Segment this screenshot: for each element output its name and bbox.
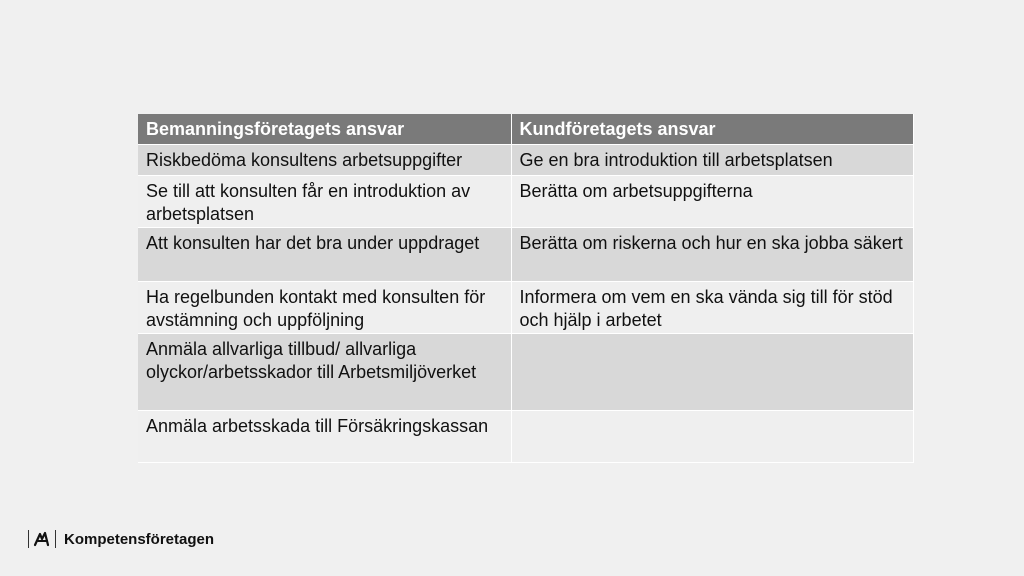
- table-row: [138, 411, 913, 463]
- table-cell: Se till att konsulten får en introduktion av arbetsplatsen: [138, 176, 511, 228]
- table-cell: Ge en bra introduktion till arbetsplatsen: [511, 145, 913, 176]
- table-cell: Anmäla arbetsskada till Försäkringskassan: [138, 411, 511, 463]
- table-header-row: [138, 114, 913, 145]
- footer-brand: [24, 528, 214, 550]
- table-cell: [511, 334, 913, 411]
- responsibility-table: [138, 114, 914, 463]
- table-cell: [511, 411, 913, 463]
- divider: [28, 530, 29, 548]
- table-row: [138, 145, 913, 176]
- header-staffing-company: Bemanningsföretagets ansvar: [138, 114, 511, 145]
- table-cell: Ha regelbunden kontakt med konsulten för avstämning och uppföljning: [138, 282, 511, 334]
- divider: [55, 530, 56, 548]
- table-cell: Anmäla allvarliga tillbud/ allvarliga olyckor/arbetsskador till Arbetsmiljöverket: [138, 334, 511, 411]
- table-cell: Riskbedöma konsultens arbetsuppgifter: [138, 145, 511, 176]
- table-row: [138, 334, 913, 411]
- kompetensforetagen-logo-icon: [33, 530, 51, 548]
- table-row: [138, 228, 913, 282]
- table-row: [138, 282, 913, 334]
- table-row: [138, 176, 913, 228]
- table-cell: Berätta om riskerna och hur en ska jobba säkert: [511, 228, 913, 282]
- table-cell: Att konsulten har det bra under uppdraget: [138, 228, 511, 282]
- table-cell: Berätta om arbetsuppgifterna: [511, 176, 913, 228]
- brand-name: Kompetensföretagen: [64, 530, 215, 548]
- table-cell: Informera om vem en ska vända sig till för stöd och hjälp i arbetet: [511, 282, 913, 334]
- header-client-company: Kundföretagets ansvar: [511, 114, 913, 145]
